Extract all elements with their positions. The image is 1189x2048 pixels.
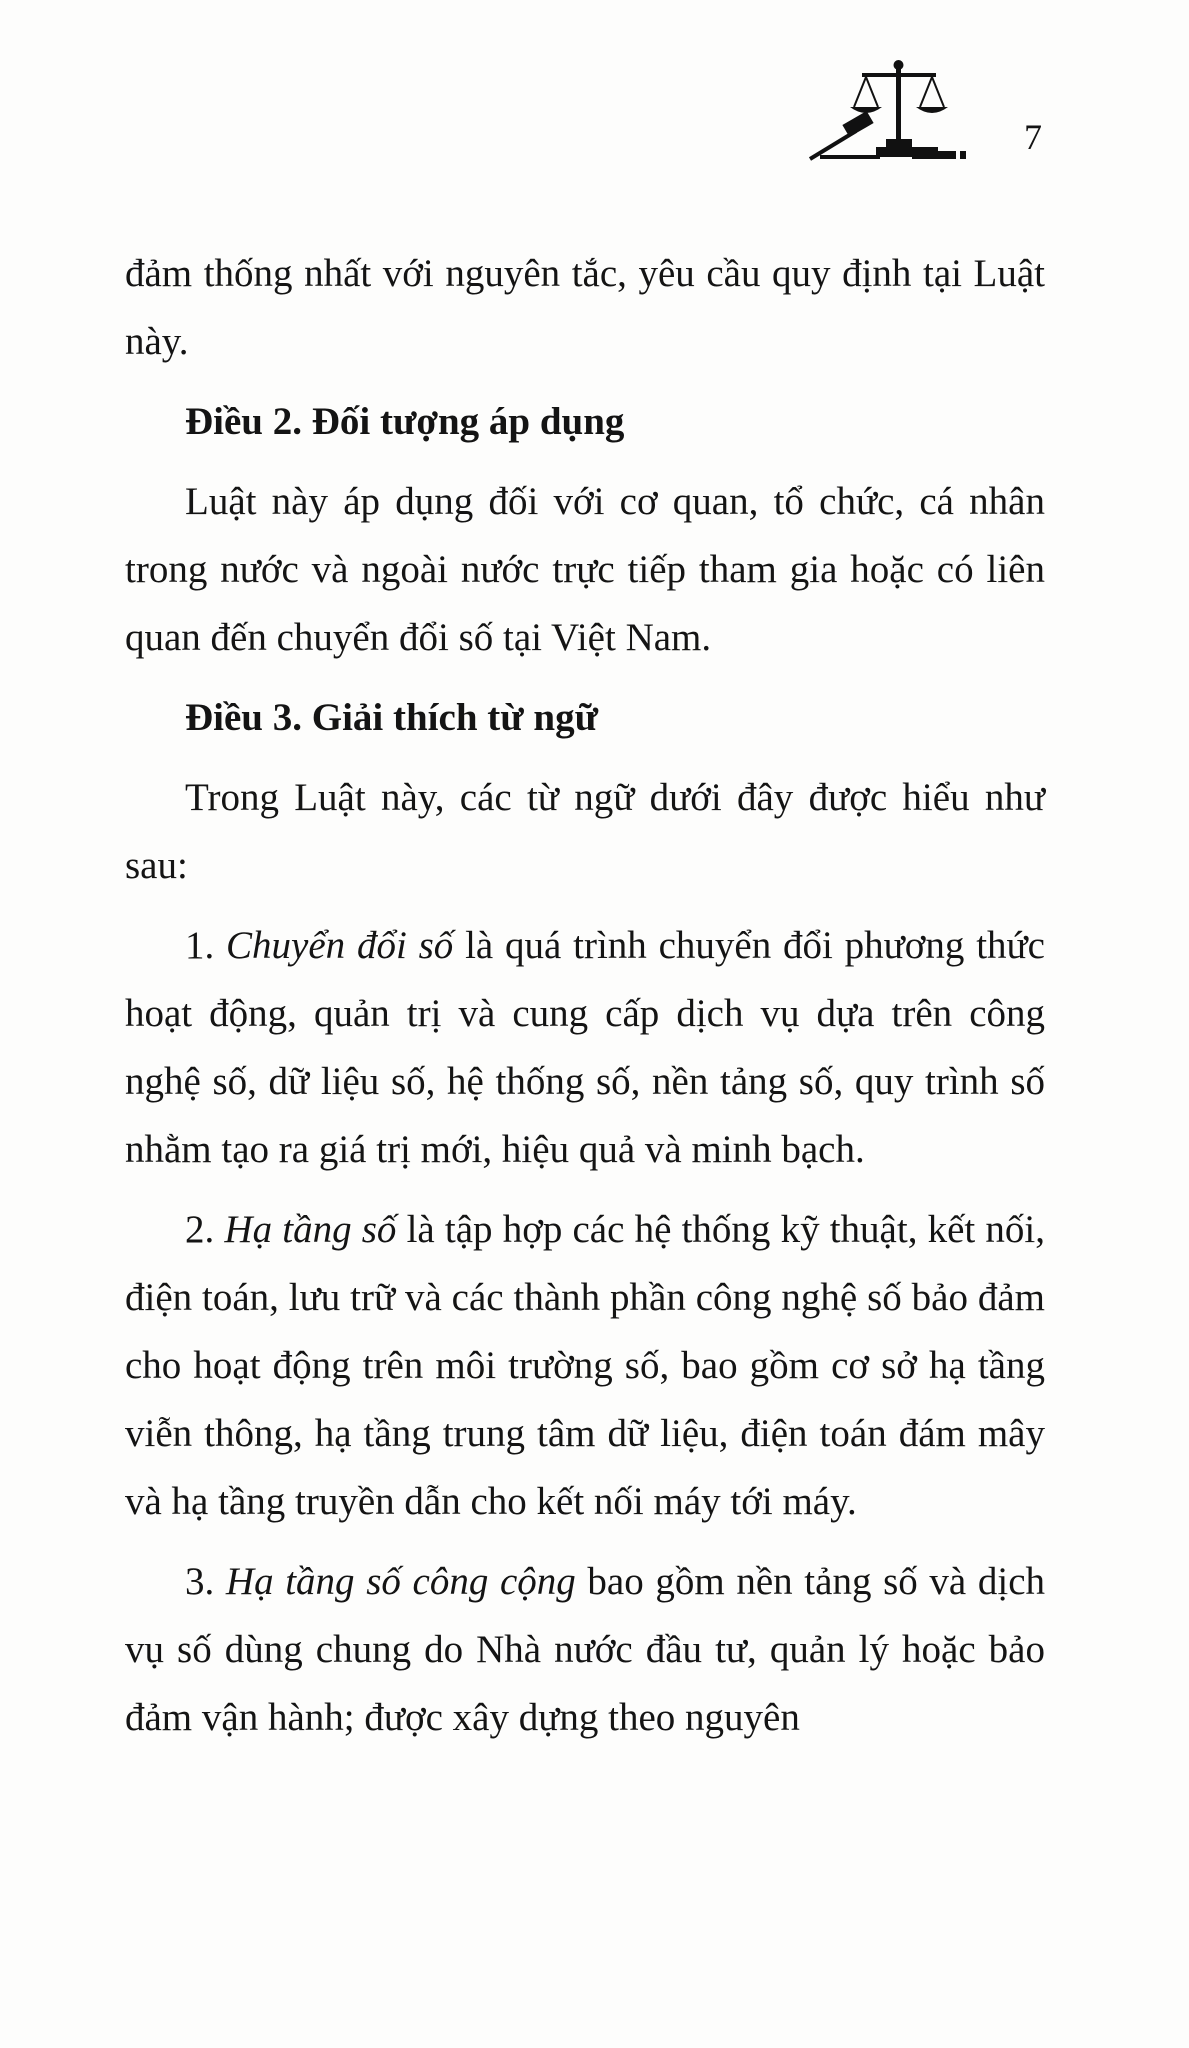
continued-paragraph: đảm thống nhất với nguyên tắc, yêu cầu quy định tại Luật này. [125, 252, 1045, 363]
definition-1-text: là quá trình chuyển đổi phương thức hoạt động, quản trị và cung cấp dịch vụ dựa trên công nghệ số, dữ liệu số, hệ thống số, nền tảng số, quy trình số nhằm tạo ra giá trị mới, hiệu quả và minh bạch. [125, 924, 1045, 1171]
definition-1-number: 1. [185, 924, 227, 967]
definition-3-number: 3. [185, 1560, 226, 1603]
page-header [800, 55, 1100, 175]
definition-2 [125, 1196, 1045, 1536]
definition-2-number: 2. [185, 1208, 225, 1251]
definition-2-text: là tập hợp các hệ thống kỹ thuật, kết nối, điện toán, lưu trữ và các thành phần công nghệ số bảo đảm cho hoạt động trên môi trường số, bao gồm cơ sở hạ tầng viễn thông, hạ tầng trung tâm dữ liệu, điện toán đám mây và hạ tầng truyền dẫn cho kết nối máy tới máy. [125, 1208, 1046, 1523]
article-3-title: Điều 3. Giải thích từ ngữ [185, 696, 599, 739]
definition-3 [125, 1548, 1045, 1752]
scales-of-justice-with-gavel-icon [800, 55, 970, 165]
definition-1 [125, 912, 1045, 1184]
article-2-body: Luật này áp dụng đối với cơ quan, tổ chức, cá nhân trong nước và ngoài nước trực tiếp tham gia hoặc có liên quan đến chuyển đổi số tại Việt Nam. [125, 480, 1045, 659]
definition-3-text: bao gồm nền tảng số và dịch vụ số dùng chung do Nhà nước đầu tư, quản lý hoặc bảo đảm vận hành; được xây dựng theo nguyên [125, 1560, 1046, 1739]
article-3-intro: Trong Luật này, các từ ngữ dưới đây được hiểu như sau: [125, 776, 1045, 887]
page-content [125, 240, 1045, 1752]
page-number: 7 [1024, 117, 1042, 157]
definition-3-term: Hạ tầng số công cộng [225, 1560, 576, 1603]
definition-1-term: Chuyển đổi số [226, 924, 454, 967]
definition-2-term: Hạ tầng số [224, 1208, 397, 1251]
article-2-title: Điều 2. Đối tượng áp dụng [185, 400, 625, 443]
